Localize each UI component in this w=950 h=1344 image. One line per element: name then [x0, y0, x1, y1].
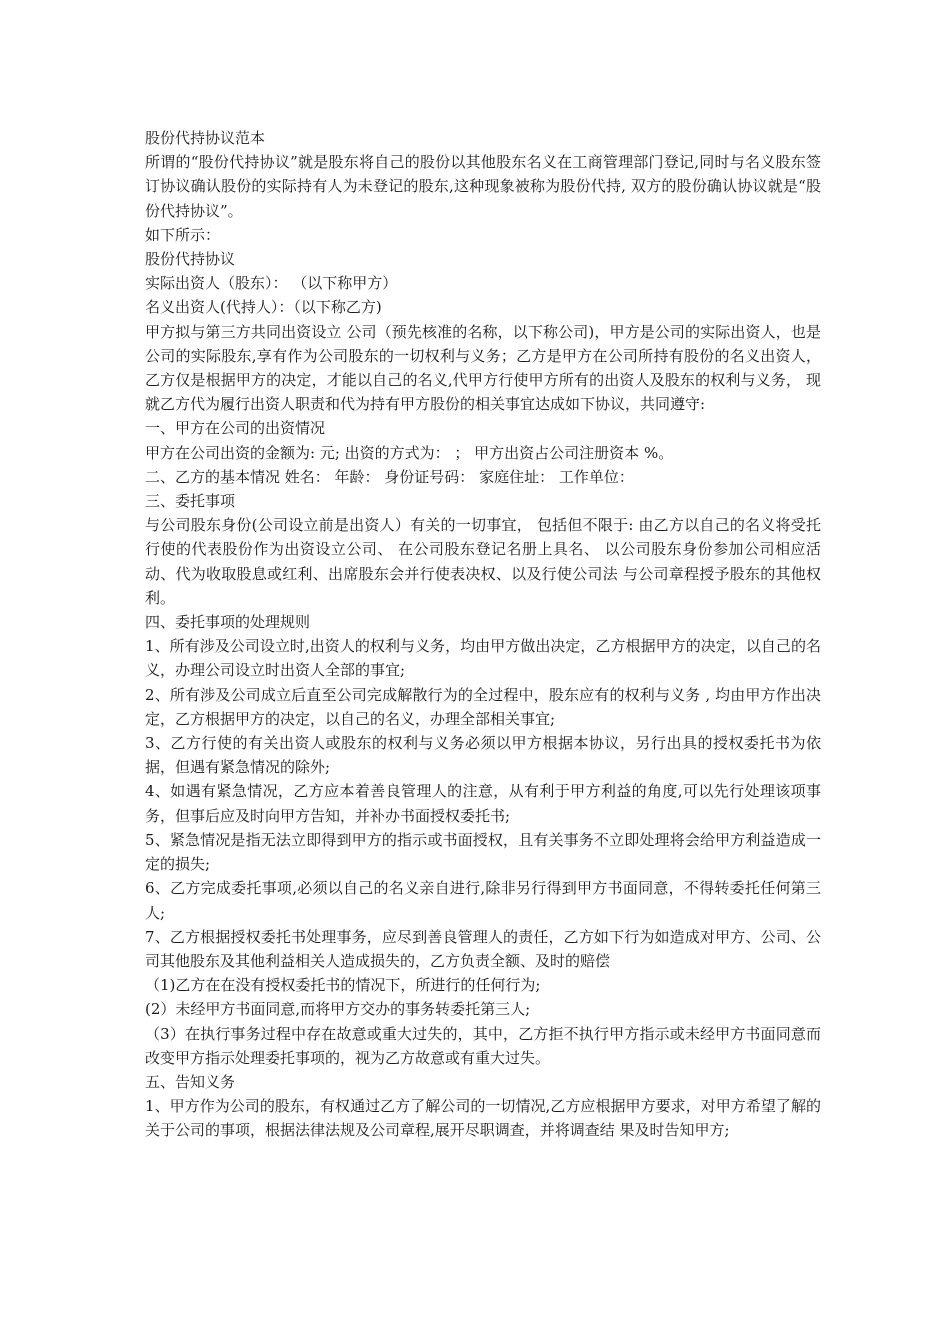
preamble-paragraph: 甲方拟与第三方共同出资设立 公司（预先核准的名称，以下称公司)，甲方是公司的实际出资人，也是公司的实际股东,享有作为公司股东的一切权利与义务；乙方是甲方在公司所持有股份的名义出资人，乙方仅是根据甲方的决定，才能以自己的名义,代甲方行使甲方所有的出资人及股东的权利与义务， 现就乙方代为履行出资人职责和代为持有甲方股份的相关事宜达成如下协议，共同遵守: [145, 322, 821, 414]
paragraph: 如下所示： [145, 225, 221, 244]
section-heading-1: 一、甲方在公司的出资情况 [145, 419, 326, 438]
intro-paragraph: 所谓的“股份代持协议”就是股东将自己的股份以其他股东名义在工商管理部门登记,同时与名义股东签订协议确认股份的实际持有人为未登记的股东,这种现象被称为股份代持, 双方的股份确认协议就是“股份代持协议”。 [145, 153, 821, 220]
sub-clause-item: （1)乙方在在没有授权委托书的情况下，所进行的任何行为; [145, 976, 541, 995]
paragraph: 甲方在公司出资的金额为: 元; 出资的方式为： ； 甲方出资占公司注册资本 %。 [145, 443, 674, 462]
sub-clause-item: (2）未经甲方书面同意,而将甲方交办的事务转委托第三人; [145, 1000, 531, 1019]
clause-item: 6、乙方完成委托事项,必须以自己的名义亲自进行,除非另行得到甲方书面同意，不得转委托任何第三人; [145, 879, 821, 922]
section-heading-4: 四、委托事项的处理规则 [145, 613, 311, 632]
section-heading-2: 二、乙方的基本情况 姓名： 年龄： 身份证号码： 家庭住址： 工作单位： [145, 467, 634, 486]
clause-item: 1、所有涉及公司设立时,出资人的权利与义务，均由甲方做出决定，乙方根据甲方的决定，以自己的名义，办理公司设立时出资人全部的事宜; [145, 637, 821, 680]
clause-item: 3、乙方行使的有关出资人或股东的权利与义务必须以甲方根据本协议，另行出具的授权委托书为依据，但遇有紧急情况的除外; [145, 734, 821, 777]
document-title: 股份代持协议范本 [145, 129, 266, 147]
clause-item: 4、如遇有紧急情况，乙方应本着善良管理人的注意，从有利于甲方利益的角度,可以先行处理该项事务，但事后应及时向甲方告知，并补办书面授权委托书; [145, 782, 821, 825]
section-heading-3: 三、委托事项 [145, 492, 236, 511]
clause-item: 5、紧急情况是指无法立即得到甲方的指示或书面授权，且有关事务不立即处理将会给甲方利益造成一定的损失; [145, 830, 821, 874]
sub-clause-item: （3）在执行事务过程中存在故意或重大过失的，其中，乙方拒不执行甲方指示或未经甲方书面同意而改变甲方指示处理委托事项的，视为乙方故意或有重大过失。 [145, 1024, 821, 1067]
clause-item: 1、甲方作为公司的股东，有权通过乙方了解公司的一切情况,乙方应根据甲方要求，对甲方希望了解的关于公司的事项，根据法律法规及公司章程,展开尽职调查，并将调查结 果及时告知甲方; [145, 1097, 821, 1140]
clause-item: 2、所有涉及公司成立后直至公司完成解散行为的全过程中，股东应有的权利与义务 , 均由甲方作出决定，乙方根据甲方的决定，以自己的名义，办理全部相关事宜; [145, 685, 821, 728]
paragraph: 与公司股东身份(公司设立前是出资人）有关的一切事宜， 包括但不限于: 由乙方以自己的名义将受托行使的代表股份作为出资设立公司、 在公司股东登记名册上具名、 以公司股东身份参加公司相应活动、代为收取股息或红利、出席股东会并行使表决权、以及行使公司法 与公司章程授予股东的其他权利。 [145, 516, 821, 607]
section-heading-5: 五、告知义务 [145, 1072, 236, 1091]
clause-item: 7、乙方根据授权委托书处理事务，应尽到善良管理人的责任，乙方如下行为如造成对甲方、公司、公司其他股东及其他利益相关人造成损失的，乙方负责全额、及时的赔偿 [145, 927, 821, 970]
party-b-line: 名义出资人(代持人）：（以下称乙方) [145, 298, 382, 317]
document-page [145, 126, 821, 1143]
party-a-line: 实际出资人（股东）： （以下称甲方） [145, 274, 398, 293]
agreement-heading: 股份代持协议 [145, 250, 236, 269]
